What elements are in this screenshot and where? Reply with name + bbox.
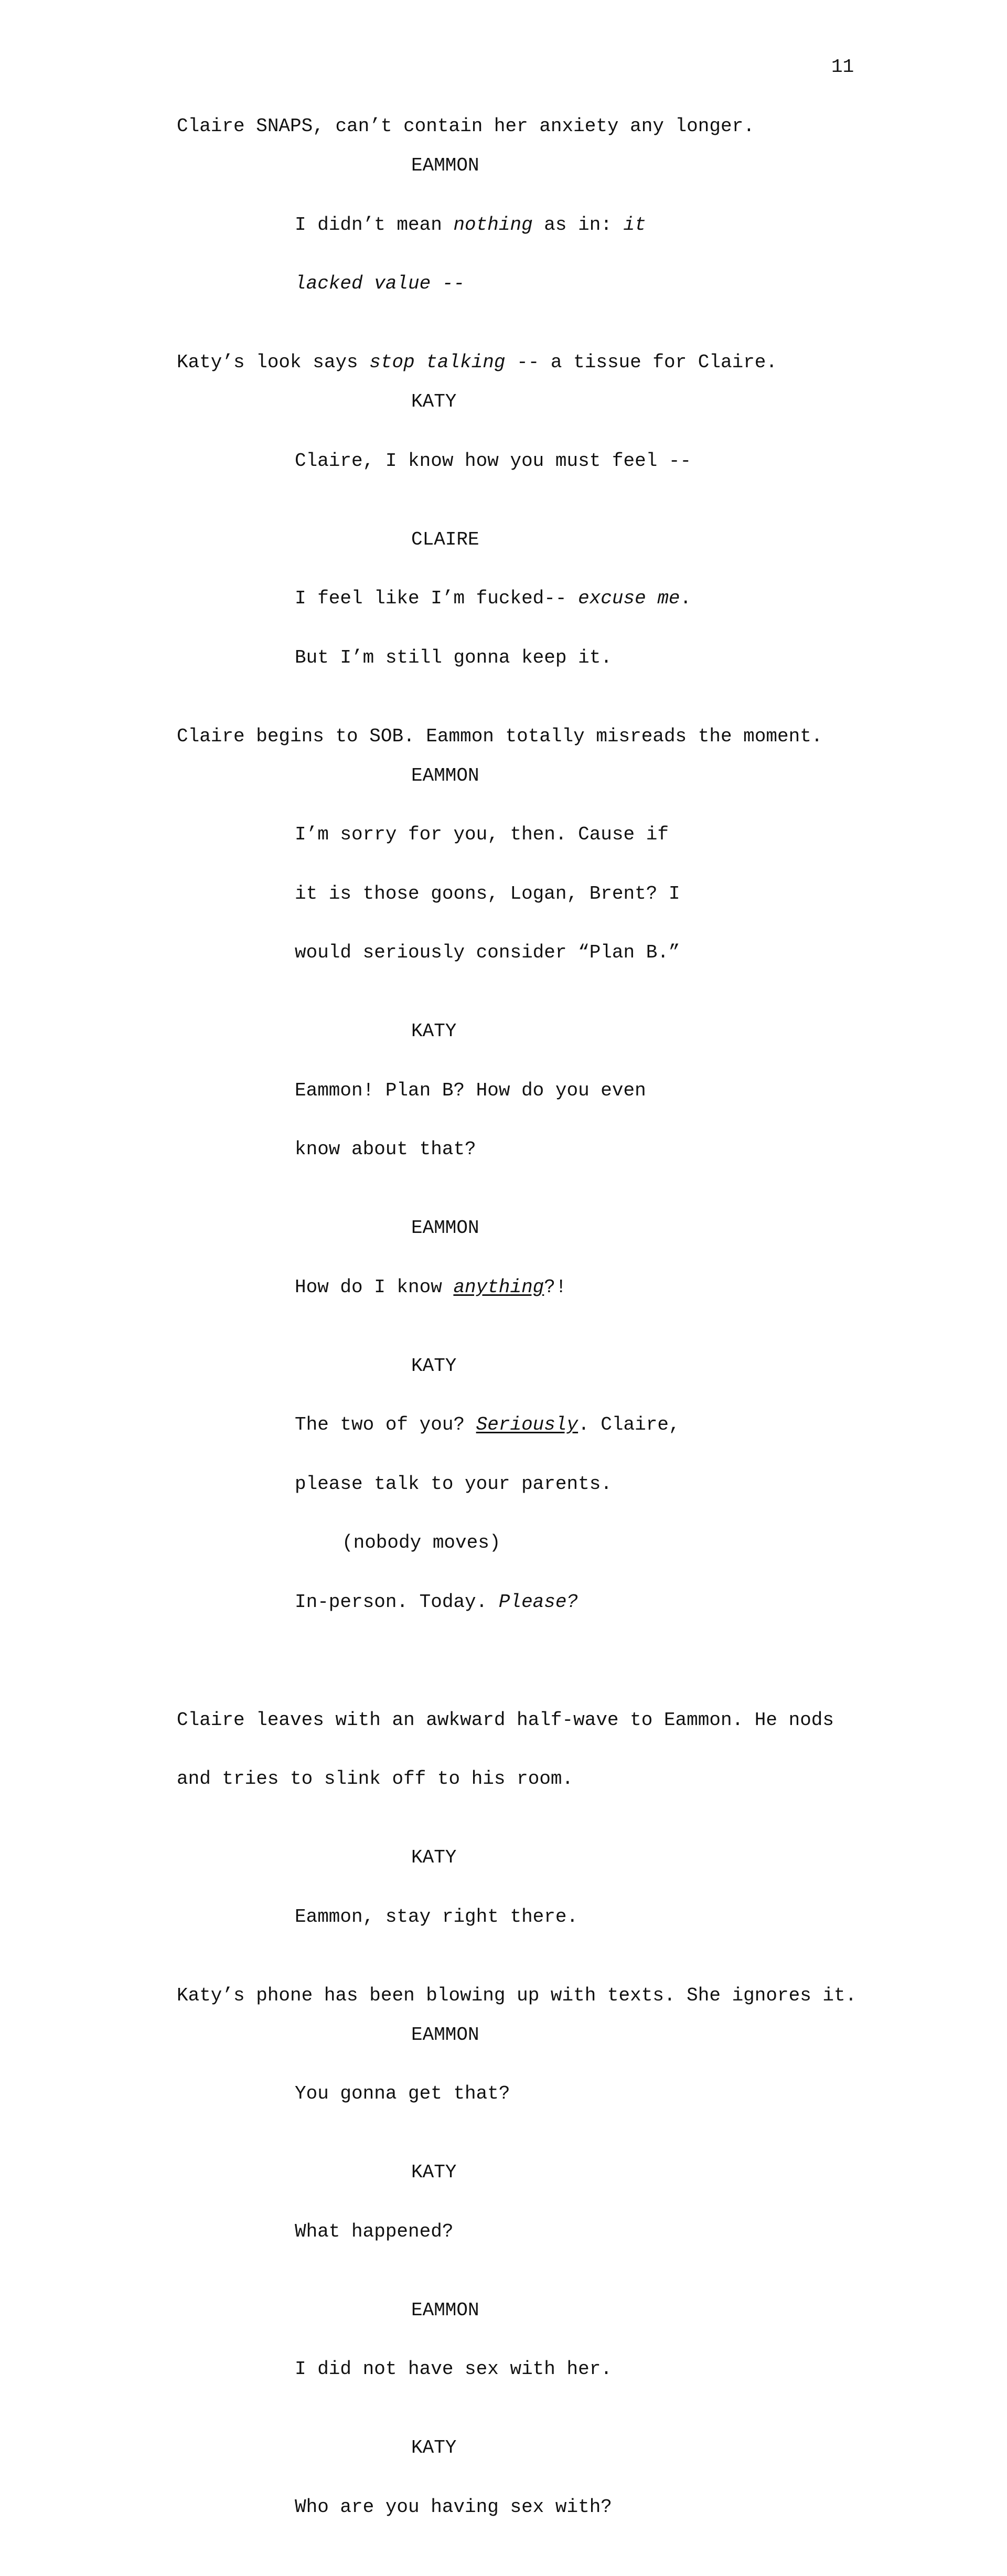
- dialogue-text: What happened?: [295, 2220, 454, 2242]
- character-name: CLAIRE: [411, 528, 479, 550]
- dialogue-block: [0, 2163, 1007, 2281]
- character-name: EAMMON: [411, 2024, 479, 2046]
- dialogue-emphasis: anything: [453, 1276, 544, 1298]
- dialogue: [295, 1041, 1007, 1199]
- action-line: Claire begins to SOB. Eammon totally misreads the moment.: [177, 725, 823, 747]
- character-name: KATY: [411, 391, 457, 412]
- dialogue-emphasis: lacked value --: [295, 273, 465, 294]
- dialogue-text: please talk to your parents.: [295, 1473, 612, 1495]
- dialogue: [295, 549, 1007, 707]
- dialogue-emphasis: it: [623, 214, 646, 236]
- dialogue: [295, 2183, 1007, 2281]
- dialogue-emphasis: Please?: [498, 1591, 579, 1613]
- character-name: KATY: [411, 1020, 457, 1042]
- dialogue-block: [0, 2025, 1007, 2143]
- dialogue-text: How do I know: [295, 1276, 454, 1298]
- action-emphasis: stop talking: [369, 352, 506, 373]
- character-name: KATY: [411, 2162, 457, 2183]
- dialogue: [295, 176, 1007, 333]
- dialogue-emphasis: excuse me: [578, 588, 680, 609]
- action-text: Katy’s look says: [177, 352, 370, 373]
- dialogue-text: You gonna get that?: [295, 2083, 510, 2104]
- dialogue: [295, 2045, 1007, 2143]
- dialogue-block: [0, 156, 1007, 333]
- dialogue-text: The two of you?: [295, 1414, 476, 1435]
- dialogue-text: In-person. Today.: [295, 1591, 499, 1613]
- dialogue-block: [0, 2438, 1007, 2556]
- dialogue-block: [0, 2301, 1007, 2419]
- action-line: Katy’s phone has been blowing up with texts. She ignores it.: [177, 1984, 857, 2006]
- dialogue-text: But I’m still gonna keep it.: [295, 646, 612, 668]
- dialogue-block: [0, 1356, 1007, 1652]
- dialogue-text: .: [680, 588, 692, 609]
- dialogue-block: [0, 1021, 1007, 1199]
- dialogue-text: I didn’t mean: [295, 214, 454, 236]
- character-name: KATY: [411, 2437, 457, 2458]
- character-name: EAMMON: [411, 155, 479, 176]
- character-name: EAMMON: [411, 764, 479, 786]
- dialogue-text: would seriously consider “Plan B.”: [295, 942, 680, 963]
- action-line: [177, 353, 1007, 372]
- dialogue-emphasis: nothing: [453, 214, 533, 236]
- dialogue-text: ?!: [544, 1276, 567, 1298]
- page-number: 11: [831, 56, 854, 78]
- action-text: and tries to slink off to his room.: [177, 1768, 574, 1790]
- dialogue: [295, 1238, 1007, 1337]
- parenthetical: (nobody moves): [342, 1532, 501, 1553]
- dialogue-text: it is those goons, Logan, Brent? I: [295, 882, 680, 904]
- dialogue-text: know about that?: [295, 1138, 476, 1160]
- dialogue: [295, 2458, 1007, 2557]
- dialogue-block: [0, 530, 1007, 707]
- dialogue-block: [0, 1848, 1007, 1966]
- dialogue-text: I did not have sex with her.: [295, 2358, 612, 2380]
- action-text: Claire leaves with an awkward half-wave to Eammon. He nods: [177, 1709, 834, 1731]
- dialogue-text: Claire, I know how you must feel --: [295, 450, 692, 472]
- action-text: -- a tissue for Claire.: [505, 352, 777, 373]
- character-name: KATY: [411, 1355, 457, 1377]
- dialogue: [295, 2320, 1007, 2419]
- character-name: EAMMON: [411, 2299, 479, 2321]
- action-line: [177, 1671, 1007, 1828]
- dialogue-text: Eammon, stay right there.: [295, 1906, 579, 1928]
- dialogue: [295, 1868, 1007, 1966]
- dialogue-text: Eammon! Plan B? How do you even: [295, 1079, 646, 1101]
- script-body: [0, 116, 1007, 2576]
- dialogue: [295, 412, 1007, 510]
- dialogue-text: I feel like I’m fucked--: [295, 588, 579, 609]
- dialogue: [295, 1376, 1007, 1533]
- dialogue-block: [0, 392, 1007, 510]
- dialogue-text: I’m sorry for you, then. Cause if: [295, 824, 669, 845]
- dialogue-text: Who are you having sex with?: [295, 2496, 612, 2518]
- dialogue-block: [0, 766, 1007, 1002]
- dialogue-block: [0, 1218, 1007, 1336]
- character-name: EAMMON: [411, 1217, 479, 1239]
- dialogue: [295, 785, 1007, 1002]
- dialogue-text: . Claire,: [578, 1414, 680, 1435]
- dialogue: [295, 1553, 1007, 1652]
- action-line: Claire SNAPS, can’t contain her anxiety any longer.: [177, 115, 755, 137]
- dialogue-text: as in:: [532, 214, 624, 236]
- character-name: KATY: [411, 1847, 457, 1868]
- dialogue-emphasis: Seriously: [476, 1414, 579, 1435]
